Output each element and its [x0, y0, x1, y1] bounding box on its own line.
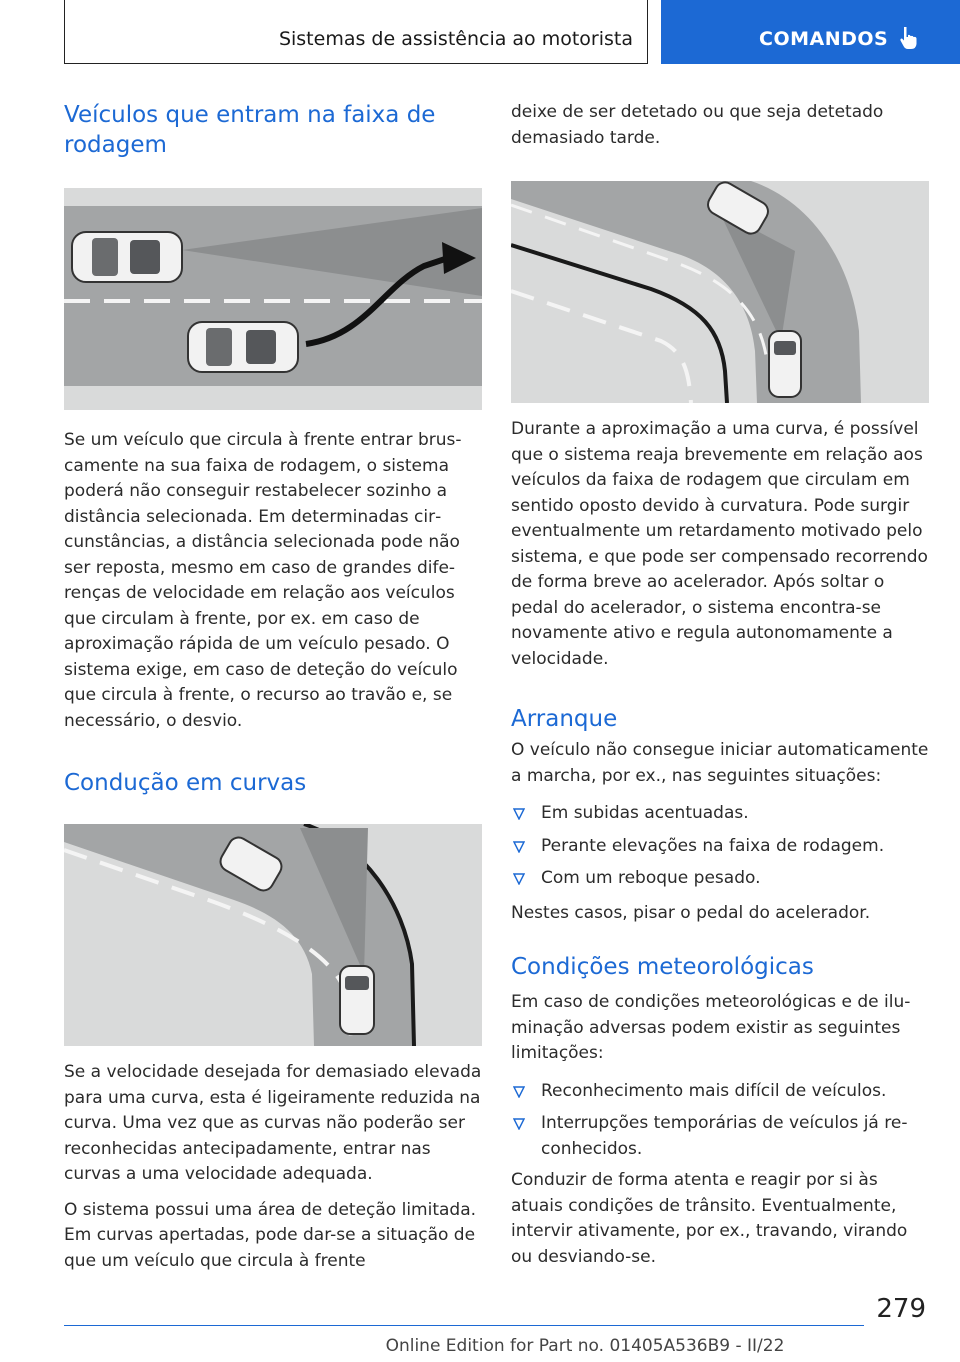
- paragraph-curve-speed: Se a velocidade desejada for demasiado elevada para uma curva, esta é ligeiramente reduzida na curva. Uma vez que as curvas não poderão ser reconhecidas antecipadamente, entrar nas curvas a uma velocidade adequada.: [64, 1062, 482, 1184]
- figure-curve-driving: [64, 824, 482, 1046]
- right-column: [511, 100, 929, 1270]
- list-item: Perante elevações na faixa de rodagem.: [511, 834, 929, 860]
- triangle-bullet-icon: [513, 1086, 525, 1098]
- car-cutting-in: [188, 322, 298, 372]
- triangle-bullet-icon: [513, 873, 525, 885]
- left-column: [64, 100, 482, 1274]
- header-section-title: Sistemas de assistência ao motorista: [278, 28, 633, 50]
- paragraph-weather-outro: Conduzir de forma atenta e reagir por si às atuais condições de trânsito. Eventualmente, intervir ativamente, por ex., travando, virando ou desviando-se.: [511, 1170, 908, 1267]
- heading-driving-in-curves: Condução em curvas: [64, 770, 307, 796]
- footer-divider: [64, 1325, 864, 1326]
- triangle-bullet-icon: [513, 1118, 525, 1130]
- pointing-hand-icon: [897, 24, 923, 52]
- paragraph-start-outro: Nestes casos, pisar o pedal do acelerador.: [511, 902, 871, 923]
- header-section-box: [64, 0, 648, 64]
- commands-tab[interactable]: [661, 0, 960, 64]
- commands-tab-label: COMANDOS: [759, 28, 889, 50]
- paragraph-detection-area: O sistema possui uma área de deteção limitada. Em curvas apertadas, pode dar-se a situação de que um veículo que circula à frente: [64, 1199, 477, 1271]
- own-car: [769, 331, 801, 397]
- heading-start: Arranque: [511, 706, 618, 732]
- paragraph-start-intro: O veículo não consegue iniciar automaticamente a marcha, por ex., nas seguintes situações:: [511, 740, 929, 786]
- list-weather-limitations: [511, 1079, 929, 1163]
- paragraph-weather-intro: Em caso de condições meteorológicas e de iluminação adversas podem existir as seguintes limitações:: [511, 992, 911, 1063]
- car-front: [72, 232, 182, 282]
- paragraph-detected-late: deixe de ser detetado ou que seja detetado demasiado tarde.: [511, 102, 884, 148]
- triangle-bullet-icon: [513, 841, 525, 853]
- heading-vehicles-entering-lane: Veículos que entram na faixa de rodagem: [64, 102, 436, 158]
- car-following: [340, 966, 374, 1034]
- page-number: 279: [876, 1294, 926, 1324]
- list-item: Interrupções temporárias de veículos já reconhecidos.: [511, 1111, 929, 1162]
- triangle-bullet-icon: [513, 808, 525, 820]
- paragraph-oncoming-reaction: Durante a aproximação a uma curva, é possível que o sistema reaja brevemente em relação aos veículos da faixa de rodagem que circulam em sentido oposto devido à curvatura. Pode surgir eventualmente um retardamento motivado pelo sistema, e que pode ser compensado recorrendo de forma breve ao acelerador. Após soltar o pedal do acelerador, o sistema encontra-se novamente ativo e regula autonomamente a velocidade.: [511, 419, 928, 669]
- figure-lane-cut-in: [64, 188, 482, 410]
- list-item: Em subidas acentuadas.: [511, 801, 929, 827]
- footer-edition: Online Edition for Part no. 01405A536B9 - II/22: [385, 1336, 785, 1356]
- list-item: Reconhecimento mais difícil de veículos.: [511, 1079, 929, 1105]
- list-start-situations: [511, 801, 929, 892]
- list-item: Com um reboque pesado.: [511, 866, 929, 892]
- figure-oncoming-curve: [511, 181, 929, 403]
- paragraph-cut-in: Se um veículo que circula à frente entrar bruscamente na sua faixa de rodagem, o sistema poderá não conseguir restabelecer sozinho a distância selecionada. Em determinadas circunstâncias, a distância selecionada pode não ser reposta, mesmo em caso de grandes diferenças de velocidade em relação aos veículos que circulam à frente, por ex. em caso de aproximação rápida de um veículo pesado. O sistema exige, em caso de deteção do veículo que circula à frente, o recurso ao travão e, se necessário, o desvio.: [64, 430, 462, 731]
- heading-weather-conditions: Condições meteorológicas: [511, 954, 814, 980]
